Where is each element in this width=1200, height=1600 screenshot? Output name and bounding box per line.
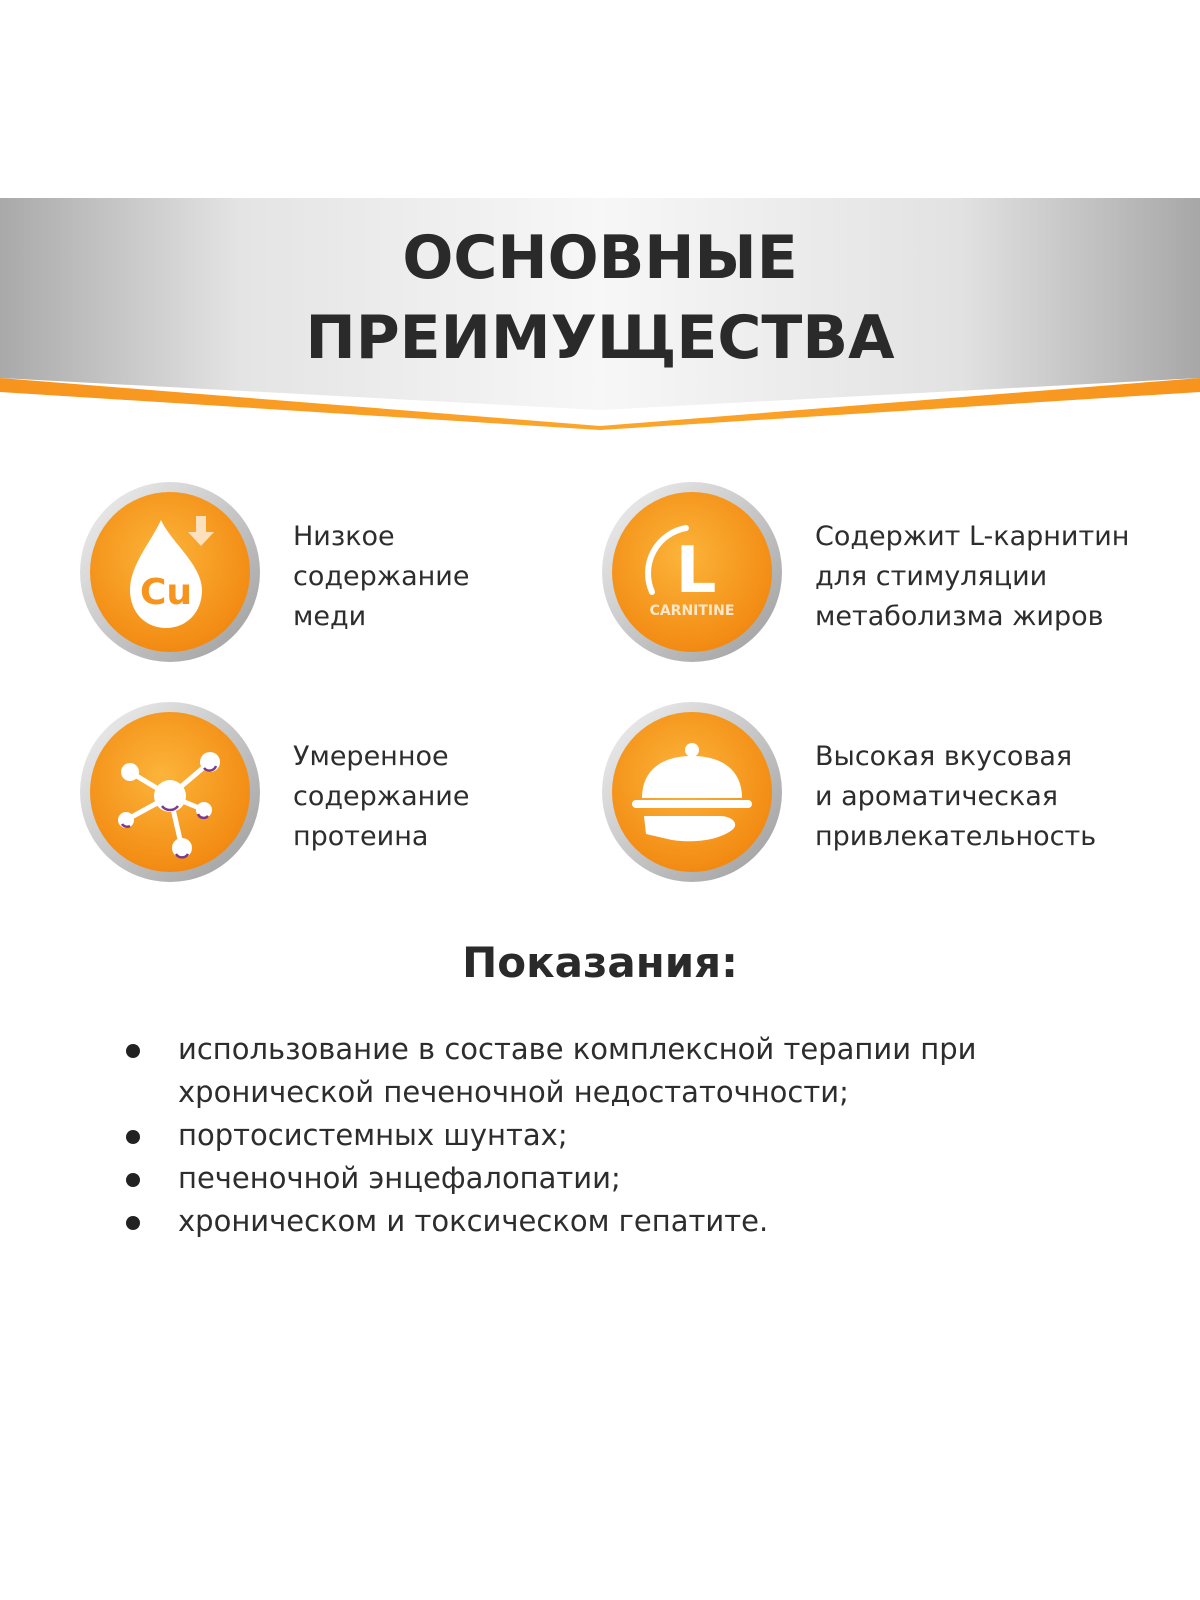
feature-moderate-protein [78,700,598,890]
feature-text: Содержит L-карнитин для стимуляции метаболизма жиров [815,521,1130,632]
feature-text: Умеренное содержание протеина [293,741,470,852]
list-item: использование в составе комплексной терапии при хронической печеночной недостаточности; [120,1028,1100,1114]
serving-cloche-icon [600,700,785,885]
svg-text:CARNITINE: CARNITINE [649,603,735,619]
page-title [0,218,1200,378]
title-line-2: ПРЕИМУЩЕСТВА [305,303,895,373]
list-item: хроническом и токсическом гепатите. [120,1200,1100,1243]
molecule-icon [78,700,263,885]
bullet-icon [126,1216,140,1230]
list-item: портосистемных шунтах; [120,1114,1100,1157]
svg-text:L: L [675,534,717,608]
svg-text:Cu: Cu [139,572,193,613]
feature-l-carnitine [600,480,1130,670]
title-line-1: ОСНОВНЫЕ [402,223,798,293]
indications-title: Показания: [462,938,738,987]
bullet-icon [126,1173,140,1187]
indications-list [120,1028,1100,1243]
header-banner [0,198,1200,433]
list-item: печеночной энцефалопатии; [120,1157,1100,1200]
bullet-icon [126,1044,140,1058]
feature-palatability [600,700,1120,890]
feature-low-copper [78,480,598,670]
feature-text: Высокая вкусовая и ароматическая привлекательность [815,741,1097,852]
feature-text: Низкое содержание меди [293,521,470,632]
copper-drop-icon [78,480,263,665]
l-carnitine-icon [600,480,785,665]
bullet-icon [126,1130,140,1144]
